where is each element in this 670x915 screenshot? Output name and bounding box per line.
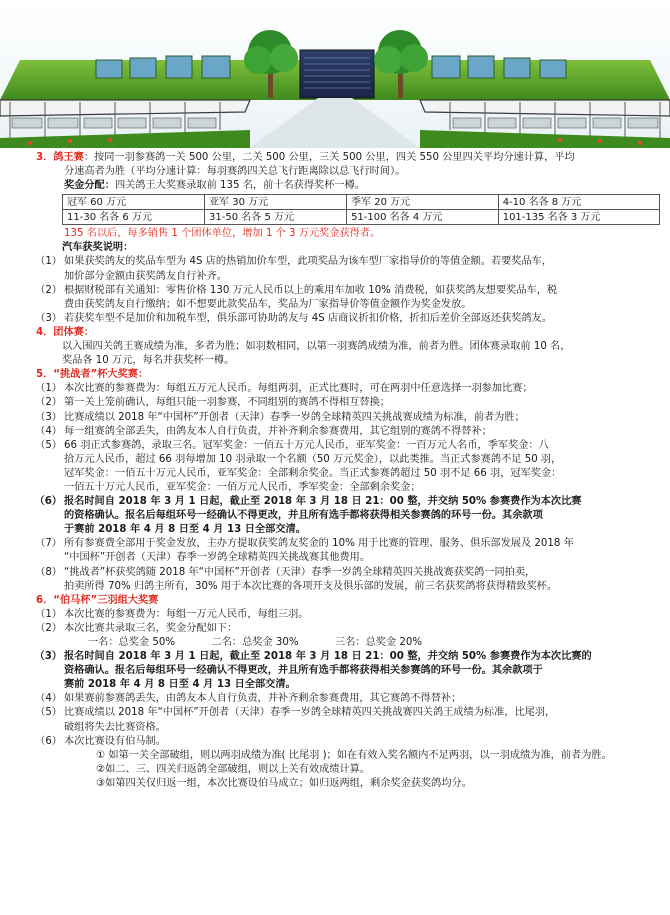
section-text: ：按同一羽参赛鸽一关 500 公里，二关 500 公里，三关 500 公里，四关 550 公里四关平均分速计算，平均 <box>83 152 575 163</box>
item-index: （4） <box>35 425 62 437</box>
item-line: 所有参赛费全部用于奖金发放，主办方提取获奖鸽友奖金的 10% 用于比赛的管理、服务、俱乐部发展及 2018 年 <box>64 538 574 550</box>
prize-table <box>62 194 660 225</box>
item-line: 拾万元人民币，超过 66 羽每增加 10 羽录取一个名额（50 万元奖金），以此类推。当正式参赛鸽不足 50 羽， <box>64 453 562 465</box>
list-item <box>0 650 670 692</box>
list-item <box>0 382 670 396</box>
sub-rule: ① 如第一关全部破组，则以两羽成绩为准( 比尾羽 )；如在有效入奖名额内不足两羽，以一羽成绩为准，前者为胜。 <box>96 749 612 761</box>
item-line: 拍卖所得 70% 归鸽主所有，30% 用于本次比赛的各项开支及俱乐部的发展，前三名获奖鸽将获得精致奖杯。 <box>64 580 558 592</box>
section-number: 4． <box>36 326 54 338</box>
car-award-title: 汽车获奖说明： <box>62 242 134 254</box>
table-row <box>63 210 660 225</box>
section-number: 6． <box>36 594 54 606</box>
rules-document <box>0 151 670 791</box>
section-text: 分速高者为胜（平均分速计算：每羽赛鸽四关总飞行距离除以总飞行时间）。 <box>64 166 406 178</box>
list-item <box>0 284 670 312</box>
list-item <box>0 495 670 537</box>
item-line: 每一组赛鸽全部丢失，由鸽友本人自行负责，并补齐剩余参赛费用，其它组别的赛鸽不得替补； <box>64 425 492 437</box>
item-index: （6） <box>35 735 62 747</box>
item-line: 本次比赛共录取三名，奖金分配如下： <box>64 622 238 634</box>
item-index: （1） <box>35 256 62 268</box>
item-index: （2） <box>35 622 62 634</box>
pigeon-loft-illustration <box>0 0 670 148</box>
item-line: 若获奖车型不是加价和加税车型，俱乐部可协助鸽友与 4S 店商议折扣价格，折扣后差价全部返还获奖鸽友。 <box>64 312 553 324</box>
item-index: （7） <box>35 538 62 550</box>
section-6-title <box>0 594 670 608</box>
item-index: （1） <box>35 608 62 620</box>
table-cell: 51-100 名各 4 万元 <box>347 210 499 225</box>
list-item <box>0 396 670 410</box>
section-title: 团体赛： <box>53 326 95 338</box>
item-line: 第一关上笼前确认，每组只能一羽参赛，不同组别的赛鸽不得相互替换； <box>64 397 390 409</box>
item-line: “中国杯”开创者（天津）春季一岁鸽全球精英四关挑战赛其他费用。 <box>64 552 370 564</box>
list-item <box>0 255 670 283</box>
item-index: （5） <box>35 707 62 719</box>
section-5-title <box>0 368 670 382</box>
table-row <box>63 195 660 210</box>
item-index: （6） <box>34 496 62 508</box>
item-line: 报名时间自 2018 年 3 月 1 日起，截止至 2018 年 3 月 18 日 21：00 整，并交纳 50% 参赛费作为本次比赛 <box>64 496 582 508</box>
item-line: 资格确认。报名后每组环号一经确认不得更改，并且所有选手都将获得相关参赛鸽的环号一份。其余款项于 <box>64 665 543 677</box>
item-index: （1） <box>35 383 62 395</box>
item-index: （5） <box>35 439 62 451</box>
item-index: （3） <box>34 651 62 663</box>
award-text: 四关鸽王大奖赛录取前 135 名，前十名获得奖杯一樽。 <box>114 180 365 192</box>
item-line: 本次比赛设有伯马制。 <box>64 735 166 747</box>
table-cell: 101-135 名各 3 万元 <box>498 210 659 225</box>
item-line: 报名时间自 2018 年 3 月 1 日起，截止至 2018 年 3 月 18 日 21：00 整，并交纳 50% 参赛费作为本次比赛的 <box>64 651 592 663</box>
third-place-share: 三名：总奖金 20% <box>335 637 423 648</box>
item-line: 的资格确认。报名后每组环号一经确认不得更改，并且所有选手都将获得相关参赛鸽的环号一份。其余款项 <box>64 510 543 522</box>
list-item <box>0 608 670 622</box>
item-line: 本次比赛的参赛费为：每组一万元人民币，每组三羽。 <box>64 608 309 620</box>
table-cell: 冠军 60 万元 <box>63 195 205 210</box>
list-item <box>0 692 670 706</box>
list-item <box>0 622 670 636</box>
item-index: （3） <box>35 411 62 423</box>
bomaa-rules-list-continued <box>0 650 670 749</box>
red-note: 135 名以后，每多销售 1 个团体单位，增加 1 个 3 万元奖金获得者。 <box>64 228 381 240</box>
section-text: 以入围四关鸽王赛成绩为准，多者为胜；如羽数相同，以第一羽赛鸽成绩为准，前者为胜。团体赛录取前 10 名， <box>62 341 571 353</box>
list-item <box>0 706 670 734</box>
list-item <box>0 411 670 425</box>
sub-rule: ②如二、三、四关归返鸽全部破组，则以上关有效成绩计算。 <box>96 763 371 775</box>
item-line: 根据财税部有关通知：零售价格 130 万元人民币以上的乘用车加收 10% 消费税，如获奖鸽友想要奖品车，税 <box>64 284 558 296</box>
loft-banner <box>0 0 670 148</box>
item-line: 加价部分金额由获奖鸽友自行补齐。 <box>64 270 227 282</box>
list-item <box>0 312 670 326</box>
item-line: 本次比赛的参赛费为：每组五万元人民币。每组两羽，正式比赛时，可在两羽中任意选择一羽参加比赛； <box>64 383 533 395</box>
section-number: 5． <box>36 369 54 381</box>
item-line: “挑战者”杯获奖鸽随 2018 年“中国杯”开创者（天津）春季一岁鸽全球精英四关挑战赛获奖鸽一同拍卖， <box>64 566 536 578</box>
section-text: 奖品各 10 万元，每名并获奖杯一樽。 <box>62 355 235 367</box>
item-index: （2） <box>35 284 62 296</box>
first-place-share: 一名：总奖金 50% <box>88 637 176 648</box>
item-line: 66 羽正式参赛鸽，录取三名。冠军奖金：一佰五十万元人民币，亚军奖金：一百万元人名币，季军奖金：八 <box>64 439 549 451</box>
item-index: （3） <box>35 312 62 324</box>
item-line: 破组将失去比赛资格。 <box>64 721 166 733</box>
table-cell: 季军 20 万元 <box>347 195 499 210</box>
prize-split-line <box>0 636 670 650</box>
section-3-intro <box>0 151 670 165</box>
item-line: 赛前 2018 年 4 月 8 日至 4 月 13 日全部交清。 <box>64 679 296 691</box>
list-item <box>0 735 670 749</box>
section-title: 鸽王赛 <box>53 152 84 163</box>
list-item <box>0 537 670 565</box>
item-index: （2） <box>35 397 62 409</box>
table-cell: 31-50 名各 5 万元 <box>205 210 347 225</box>
list-item <box>0 439 670 495</box>
sub-rule: ③如第四关仅归返一组，本次比赛设伯马成立；如归返两组，剩余奖金获奖鸽均分。 <box>96 777 472 789</box>
challenger-rules-list <box>0 382 670 593</box>
item-line: 比赛成绩以 2018 年“中国杯”开创者（天津）春季一岁鸽全球精英四关挑战赛四关鸽王成绩为标准，比尾羽， <box>64 707 556 719</box>
table-cell: 亚军 30 万元 <box>205 195 347 210</box>
item-index: （8） <box>35 566 62 578</box>
section-4-title <box>0 326 670 340</box>
award-allocation <box>0 179 670 193</box>
section-title: “伯马杯”三羽组大奖赛 <box>53 594 159 606</box>
award-label: 奖金分配： <box>64 180 115 192</box>
item-line: 一佰五十万元人民币，亚军奖金：一佰万元人民币，季军奖金：全部剩余奖金； <box>64 481 421 493</box>
table-cell: 11-30 名各 6 万元 <box>63 210 205 225</box>
section-title: “挑战者”杯大奖赛： <box>53 369 149 381</box>
bomaa-rules-list <box>0 608 670 636</box>
item-index: （4） <box>35 693 62 705</box>
table-cell: 4-10 名各 8 万元 <box>498 195 659 210</box>
second-place-share: 二名：总奖金 30% <box>211 637 299 648</box>
item-line: 如果获奖鸽友的奖品车型为 4S 店的热销加价车型，此项奖品为该车型厂家指导价的等值金额。若要奖品车， <box>64 256 553 268</box>
item-line: 于赛前 2018 年 4 月 8 日至 4 月 13 日全部交清。 <box>64 524 306 536</box>
item-line: 冠军奖金：一佰五十万元人民币，亚军奖金：全部剩余奖金。当正式参赛鸽超过 50 羽不足 66 羽，冠军奖金： <box>64 467 562 479</box>
item-line: 如果赛前参赛鸽丢失，由鸽友本人自行负责，并补齐剩余参赛费用，其它赛鸽不得替补； <box>64 693 462 705</box>
item-line: 比赛成绩以 2018 年“中国杯”开创者（天津）春季一岁鸽全球精英四关挑战赛成绩为标准，前者为胜； <box>64 411 525 423</box>
list-item <box>0 566 670 594</box>
section-number: 3． <box>36 152 54 163</box>
list-item <box>0 425 670 439</box>
item-line: 费由获奖鸽友自行缴纳；如不想要此款奖品车，奖品为厂家指导价等值金额作为奖金发放。 <box>64 298 472 310</box>
